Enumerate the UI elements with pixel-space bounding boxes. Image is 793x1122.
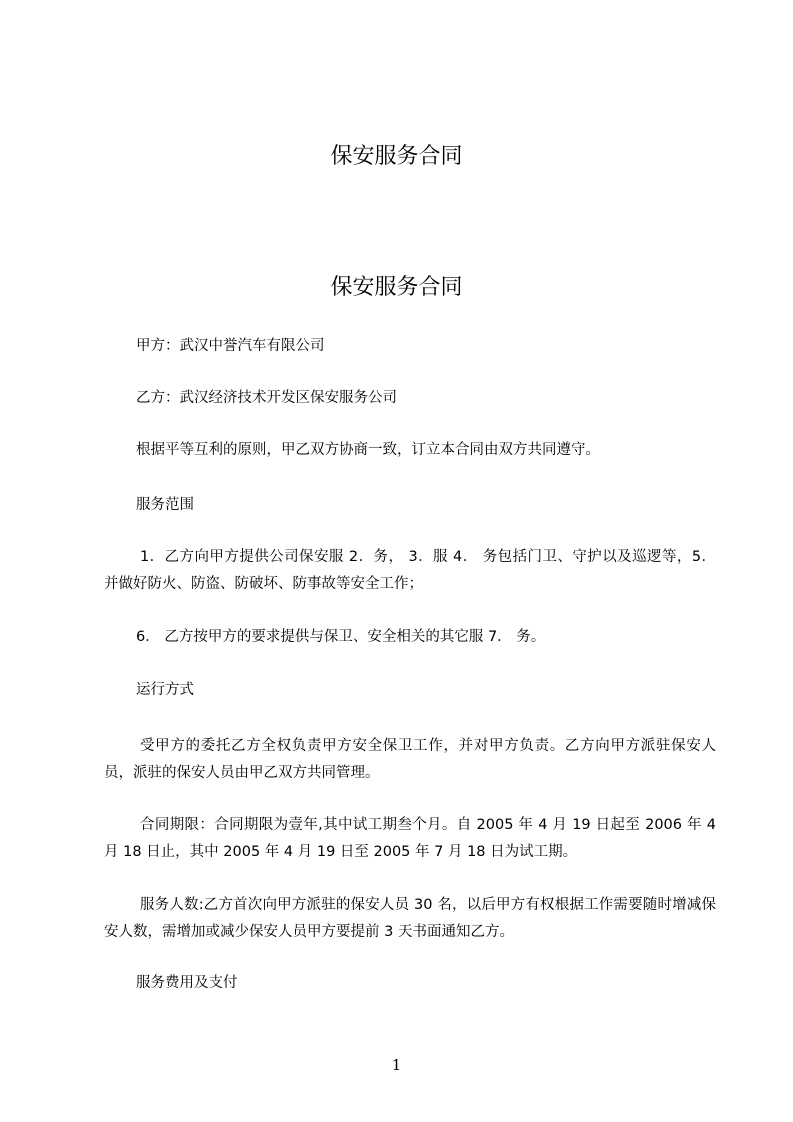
- clause-1: 1．乙方向甲方提供公司保安服 2．务， 3．服 4． 务包括门卫、守护以及巡逻等，5． 并做好防火、防盗、防破坏、防事故等安全工作；: [104, 549, 716, 592]
- staffing-paragraph: 服务人数:乙方首次向甲方派驻的保安人员 30 名，以后甲方有权根据工作需要随时增减保安人数，需增加或减少保安人员甲方要提前 3 天书面通知乙方。: [104, 897, 716, 940]
- section-heading-scope: 服务范围: [136, 497, 194, 513]
- operation-paragraph: 受甲方的委托乙方全权负责甲方安全保卫工作，并对甲方负责。乙方向甲方派驻保安人员，派驻的保安人员由甲乙双方共同管理。: [104, 738, 716, 781]
- section-heading-fees: 服务费用及支付: [136, 975, 238, 991]
- clause-6: 6． 乙方按甲方的要求提供与保卫、安全相关的其它服 7． 务。: [136, 629, 546, 645]
- section-heading-operation: 运行方式: [136, 682, 194, 698]
- page-number: 1: [391, 1056, 402, 1074]
- document-title: 保安服务合同: [330, 275, 463, 300]
- document-header-title: 保安服务合同: [330, 144, 463, 169]
- party-a: 甲方：武汉中誉汽车有限公司: [136, 338, 325, 354]
- contract-term-paragraph: 合同期限：合同期限为壹年,其中试工期叁个月。自 2005 年 4 月 19 日起至 2006 年 4 月 18 日止，其中 2005 年 4 月 19 日至 2005 年 7 月 18 日为试工期。: [104, 817, 716, 860]
- party-b: 乙方：武汉经济技术开发区保安服务公司: [136, 390, 397, 406]
- preamble-paragraph: 根据平等互利的原则，甲乙双方协商一致，订立本合同由双方共同遵守。: [136, 442, 600, 458]
